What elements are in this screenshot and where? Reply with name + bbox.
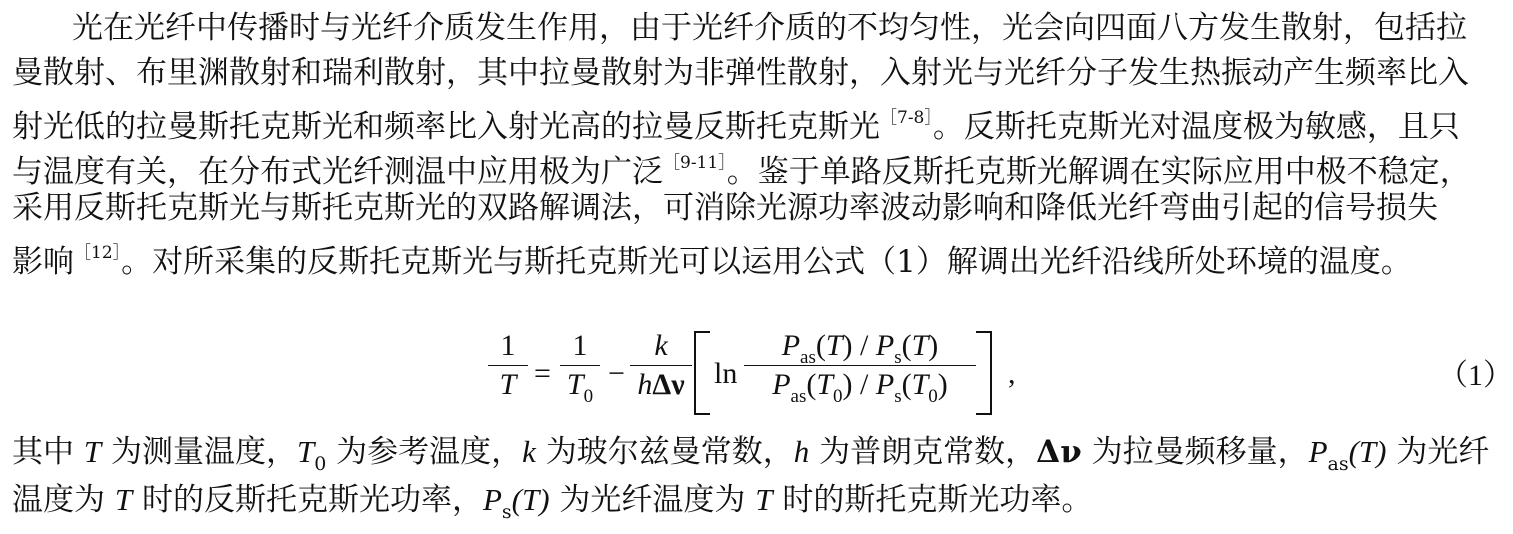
text-segment: 射光低的拉曼斯托克斯光和频率比入射光高的拉曼反斯托克斯光: [12, 109, 880, 145]
subscript-0: 0: [833, 386, 843, 407]
var-T: T: [499, 368, 517, 401]
var-h: h: [637, 368, 653, 401]
var-P: P: [482, 482, 502, 517]
text-line: 光在光纤中传播时与光纤介质发生作用，由于光纤介质的不均匀性，光会向四面八方发生散射，包括拉: [72, 10, 1467, 46]
subscript-s: s: [894, 386, 902, 407]
var-P: P: [781, 329, 801, 362]
func-T: (T): [1348, 434, 1387, 469]
var-T: T: [816, 368, 834, 401]
subscript-s: s: [501, 501, 512, 523]
text-segment: 为拉曼频移量，: [1081, 434, 1309, 470]
var-k: k: [654, 329, 668, 362]
subscript-s: s: [894, 347, 902, 368]
text-line: [12, 430, 1489, 474]
subscript-0: 0: [314, 453, 327, 475]
text-segment: 为光纤温度为: [549, 482, 756, 518]
text-segment: 为参考温度，: [326, 434, 523, 470]
text-segment: 影响: [12, 244, 74, 280]
text-segment: 其中: [12, 434, 84, 470]
text-segment: 与温度有关，在分布式光纤测温中应用极为广泛: [12, 154, 663, 190]
subscript-0: 0: [583, 386, 594, 407]
var-P: P: [875, 368, 895, 401]
fraction-k-over-h-delta-nu: [630, 327, 692, 404]
text-segment: 为玻尔兹曼常数，: [535, 434, 794, 470]
var-T: T: [83, 434, 102, 469]
var-P: P: [772, 368, 791, 401]
var-T: T: [911, 368, 929, 401]
text-segment: 时的反斯托克斯光功率，: [132, 482, 483, 518]
var-P: P: [875, 329, 895, 362]
equals-sign: =: [534, 357, 551, 390]
fraction-1-over-T: [488, 327, 528, 404]
text-segment: 为光纤: [1386, 434, 1490, 470]
citation-ref: ［12］: [74, 243, 122, 263]
denominator: $P_{as}(T_0) / P_s(T_0)$: [772, 368, 948, 407]
text-segment: 。反斯托克斯光对温度极为敏感，且只: [932, 109, 1460, 145]
text-line: [12, 231, 1412, 280]
delta-nu: Δν: [652, 368, 685, 401]
var-T: T: [755, 482, 773, 517]
fraction-1-over-T0: [560, 327, 600, 407]
func-T: (T): [511, 482, 550, 517]
citation-ref: ［7-8］: [880, 108, 933, 128]
text-segment: 温度为: [12, 482, 115, 518]
var-k: k: [522, 434, 536, 469]
fraction-power-ratio: [744, 327, 976, 407]
var-T: T: [566, 368, 584, 401]
text-line: [12, 141, 1471, 190]
subscript-as: as: [1327, 453, 1349, 475]
text-segment: 为普朗克常数，: [809, 434, 1037, 470]
text-segment: 为测量温度，: [101, 434, 297, 470]
subscript-as: as: [800, 347, 816, 368]
text-line: [12, 478, 1092, 522]
left-bracket: [694, 331, 710, 415]
numerator: 1: [572, 329, 588, 362]
equation-1: [488, 327, 1048, 417]
minus-sign: −: [608, 357, 625, 390]
var-T: T: [911, 329, 929, 362]
text-segment: 时的斯托克斯光功率。: [772, 482, 1093, 518]
text-segment: 。鉴于单路反斯托克斯光解调在实际应用中极不稳定，: [726, 154, 1471, 190]
numerator: 1: [500, 329, 516, 362]
ln-operator: ln: [714, 357, 738, 390]
right-bracket: [976, 331, 992, 415]
text-line: 采用反斯托克斯光与斯托克斯光的双路解调法，可消除光源功率波动影响和降低光纤弯曲引起的信号损失: [12, 190, 1438, 226]
subscript-0: 0: [928, 386, 938, 407]
text-line: [12, 96, 1460, 145]
var-h: h: [793, 434, 810, 469]
comma: ,: [1008, 357, 1016, 390]
equation-number: （1）: [1438, 359, 1513, 392]
var-P: P: [1308, 434, 1328, 469]
var-T: T: [296, 434, 315, 469]
var-T: T: [114, 482, 133, 517]
citation-ref: ［9-11］: [663, 153, 727, 173]
var-T: T: [825, 329, 843, 362]
delta-nu: Δν: [1036, 434, 1082, 470]
subscript-as: as: [790, 386, 807, 407]
text-line: 曼散射、布里渊散射和瑞利散射，其中拉曼散射为非弹性散射，入射光与光纤分子发生热振动产生频率比入: [12, 55, 1469, 91]
text-segment: 。对所采集的反斯托克斯光与斯托克斯光可以运用公式（1）解调出光纤沿线所处环境的温度。: [121, 244, 1412, 280]
numerator: $P_{as}(T) / P_s(T)$: [781, 329, 939, 368]
